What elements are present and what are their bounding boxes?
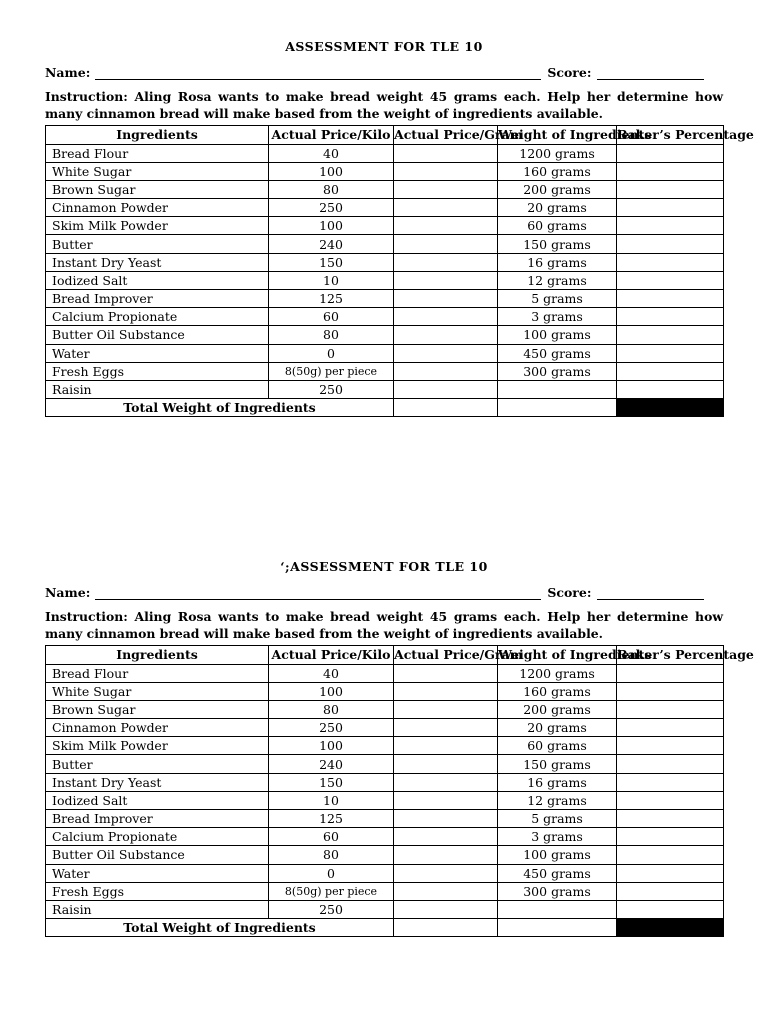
table-row — [46, 199, 724, 217]
table-row — [46, 180, 724, 198]
bakers-percentage-cell[interactable] — [617, 737, 724, 755]
ingredient-weight: 200 grams — [498, 700, 617, 718]
ingredients-table — [45, 645, 754, 937]
table-row — [46, 144, 724, 162]
table-row — [46, 828, 724, 846]
price-per-kilo: 0 — [269, 344, 394, 362]
table-row — [46, 791, 724, 809]
bakers-percentage-cell[interactable] — [617, 846, 724, 864]
price-per-gram-cell[interactable] — [394, 900, 498, 918]
total-weight-cell[interactable] — [498, 919, 617, 937]
table-row — [46, 380, 724, 398]
price-per-kilo: 150 — [269, 253, 394, 271]
price-per-kilo: 250 — [269, 900, 394, 918]
ingredient-name: White Sugar — [46, 682, 269, 700]
ingredient-weight: 450 grams — [498, 344, 617, 362]
price-per-kilo: 250 — [269, 719, 394, 737]
total-weight-label: Total Weight of Ingredients — [46, 919, 394, 937]
ingredient-name: Raisin — [46, 900, 269, 918]
ingredient-name: Brown Sugar — [46, 700, 269, 718]
ingredient-name: Water — [46, 344, 269, 362]
table-header-row — [46, 126, 724, 145]
bakers-percentage-cell[interactable] — [617, 308, 724, 326]
price-per-kilo: 80 — [269, 180, 394, 198]
total-price-gram-cell[interactable] — [394, 399, 498, 417]
price-per-gram-cell[interactable] — [394, 664, 498, 682]
ingredient-weight: 3 grams — [498, 308, 617, 326]
price-per-gram-cell[interactable] — [394, 810, 498, 828]
ingredient-weight: 150 grams — [498, 235, 617, 253]
table-row — [46, 737, 724, 755]
ingredient-name: Bread Improver — [46, 810, 269, 828]
bakers-percentage-cell[interactable] — [617, 344, 724, 362]
ingredient-name: White Sugar — [46, 162, 269, 180]
bakers-percentage-cell[interactable] — [617, 810, 724, 828]
score-field[interactable] — [597, 587, 704, 600]
ingredient-name: Butter — [46, 235, 269, 253]
score-label: Score: — [547, 585, 592, 600]
assessment-title: ASSESSMENT FOR TLE 10 — [285, 39, 483, 54]
ingredient-weight: 200 grams — [498, 180, 617, 198]
ingredient-name: Skim Milk Powder — [46, 217, 269, 235]
table-row — [46, 235, 724, 253]
header-weight: Weight of Ingredients — [498, 647, 652, 662]
price-per-gram-cell[interactable] — [394, 380, 498, 398]
price-per-gram-cell[interactable] — [394, 791, 498, 809]
price-per-gram-cell[interactable] — [394, 882, 498, 900]
ingredient-name: Cinnamon Powder — [46, 719, 269, 737]
price-per-kilo: 10 — [269, 271, 394, 289]
price-per-kilo: 240 — [269, 755, 394, 773]
ingredient-weight: 300 grams — [498, 362, 617, 380]
ingredient-weight: 1200 grams — [498, 664, 617, 682]
score-field[interactable] — [597, 67, 704, 80]
price-per-kilo: 40 — [269, 664, 394, 682]
ingredient-weight: 5 grams — [498, 290, 617, 308]
header-bakers-percentage: Baker’s Percentage — [617, 127, 754, 142]
ingredient-weight: 300 grams — [498, 882, 617, 900]
price-per-kilo: 8(50g) per piece — [269, 362, 394, 380]
ingredient-weight: 1200 grams — [498, 144, 617, 162]
price-per-kilo: 240 — [269, 235, 394, 253]
price-per-kilo: 60 — [269, 308, 394, 326]
bakers-percentage-cell[interactable] — [617, 271, 724, 289]
total-weight-label: Total Weight of Ingredients — [46, 399, 394, 417]
table-row — [46, 308, 724, 326]
price-per-kilo: 0 — [269, 864, 394, 882]
price-per-kilo: 150 — [269, 773, 394, 791]
ingredient-weight — [498, 900, 617, 918]
bakers-percentage-cell[interactable] — [617, 180, 724, 198]
price-per-kilo: 10 — [269, 791, 394, 809]
table-row — [46, 326, 724, 344]
table-row — [46, 682, 724, 700]
price-per-kilo: 100 — [269, 682, 394, 700]
table-row — [46, 162, 724, 180]
ingredient-weight — [498, 380, 617, 398]
assessment-title: ‘;ASSESSMENT FOR TLE 10 — [280, 559, 488, 574]
table-row — [46, 253, 724, 271]
total-percentage-blackout — [617, 919, 724, 937]
ingredient-name: Fresh Eggs — [46, 882, 269, 900]
price-per-gram-cell[interactable] — [394, 719, 498, 737]
ingredient-weight: 16 grams — [498, 253, 617, 271]
header-weight: Weight of Ingredients — [498, 127, 652, 142]
price-per-kilo: 125 — [269, 810, 394, 828]
price-per-kilo: 80 — [269, 700, 394, 718]
ingredient-name: Butter Oil Substance — [46, 846, 269, 864]
name-label: Name: — [45, 585, 91, 600]
price-per-gram-cell[interactable] — [394, 144, 498, 162]
ingredient-name: Instant Dry Yeast — [46, 773, 269, 791]
total-price-gram-cell[interactable] — [394, 919, 498, 937]
header-ingredients: Ingredients — [46, 126, 269, 145]
ingredient-name: Bread Flour — [46, 664, 269, 682]
price-per-gram-cell[interactable] — [394, 290, 498, 308]
price-per-gram-cell[interactable] — [394, 326, 498, 344]
table-row — [46, 846, 724, 864]
price-per-gram-cell[interactable] — [394, 271, 498, 289]
ingredients-table — [45, 125, 754, 417]
ingredient-weight: 20 grams — [498, 199, 617, 217]
price-per-kilo: 60 — [269, 828, 394, 846]
bakers-percentage-cell[interactable] — [617, 253, 724, 271]
table-row — [46, 773, 724, 791]
price-per-kilo: 125 — [269, 290, 394, 308]
instruction-text: Instruction: Aling Rosa wants to make bread weight 45 grams each. Help her determine how many cinnamon bread will make based from the weight of ingredients available. — [45, 609, 723, 641]
table-row — [46, 217, 724, 235]
ingredient-weight: 20 grams — [498, 719, 617, 737]
total-row — [46, 919, 724, 937]
bakers-percentage-cell[interactable] — [617, 380, 724, 398]
bakers-percentage-cell[interactable] — [617, 700, 724, 718]
table-row — [46, 900, 724, 918]
price-per-kilo: 250 — [269, 380, 394, 398]
table-row — [46, 810, 724, 828]
header-ingredients: Ingredients — [46, 646, 269, 665]
ingredient-weight: 450 grams — [498, 864, 617, 882]
ingredient-weight: 12 grams — [498, 791, 617, 809]
ingredient-weight: 12 grams — [498, 271, 617, 289]
bakers-percentage-cell[interactable] — [617, 791, 724, 809]
price-per-gram-cell[interactable] — [394, 864, 498, 882]
name-field[interactable] — [95, 67, 541, 80]
ingredient-name: Instant Dry Yeast — [46, 253, 269, 271]
price-per-kilo: 250 — [269, 199, 394, 217]
table-row — [46, 290, 724, 308]
ingredient-weight: 100 grams — [498, 326, 617, 344]
price-per-gram-cell[interactable] — [394, 773, 498, 791]
ingredient-name: Butter — [46, 755, 269, 773]
bakers-percentage-cell[interactable] — [617, 755, 724, 773]
price-per-gram-cell[interactable] — [394, 682, 498, 700]
price-per-gram-cell[interactable] — [394, 199, 498, 217]
ingredient-weight: 60 grams — [498, 737, 617, 755]
price-per-kilo: 100 — [269, 737, 394, 755]
header-price-gram: Actual Price/Gram — [394, 647, 523, 662]
bakers-percentage-cell[interactable] — [617, 882, 724, 900]
price-per-kilo: 80 — [269, 846, 394, 864]
bakers-percentage-cell[interactable] — [617, 144, 724, 162]
price-per-gram-cell[interactable] — [394, 362, 498, 380]
price-per-gram-cell[interactable] — [394, 308, 498, 326]
name-score-line — [45, 584, 723, 600]
price-per-kilo: 100 — [269, 162, 394, 180]
name-score-line — [45, 64, 723, 80]
ingredient-name: Butter Oil Substance — [46, 326, 269, 344]
ingredient-weight: 100 grams — [498, 846, 617, 864]
bakers-percentage-cell[interactable] — [617, 199, 724, 217]
table-row — [46, 755, 724, 773]
ingredient-weight: 3 grams — [498, 828, 617, 846]
ingredient-weight: 160 grams — [498, 162, 617, 180]
ingredient-weight: 160 grams — [498, 682, 617, 700]
bakers-percentage-cell[interactable] — [617, 362, 724, 380]
ingredient-name: Brown Sugar — [46, 180, 269, 198]
table-row — [46, 344, 724, 362]
table-row — [46, 700, 724, 718]
bakers-percentage-cell[interactable] — [617, 217, 724, 235]
table-row — [46, 664, 724, 682]
bakers-percentage-cell[interactable] — [617, 773, 724, 791]
price-per-gram-cell[interactable] — [394, 253, 498, 271]
price-per-kilo: 100 — [269, 217, 394, 235]
price-per-gram-cell[interactable] — [394, 755, 498, 773]
ingredient-name: Skim Milk Powder — [46, 737, 269, 755]
ingredient-name: Bread Flour — [46, 144, 269, 162]
ingredient-weight: 150 grams — [498, 755, 617, 773]
ingredient-name: Calcium Propionate — [46, 828, 269, 846]
table-row — [46, 271, 724, 289]
price-per-gram-cell[interactable] — [394, 180, 498, 198]
bakers-percentage-cell[interactable] — [617, 162, 724, 180]
bakers-percentage-cell[interactable] — [617, 682, 724, 700]
price-per-gram-cell[interactable] — [394, 217, 498, 235]
header-bakers-percentage: Baker’s Percentage — [617, 647, 754, 662]
header-price-gram: Actual Price/Gram — [394, 127, 523, 142]
table-row — [46, 362, 724, 380]
table-header-row — [46, 646, 724, 665]
price-per-gram-cell[interactable] — [394, 235, 498, 253]
ingredient-name: Raisin — [46, 380, 269, 398]
price-per-gram-cell[interactable] — [394, 162, 498, 180]
ingredient-name: Fresh Eggs — [46, 362, 269, 380]
bakers-percentage-cell[interactable] — [617, 664, 724, 682]
ingredient-name: Iodized Salt — [46, 271, 269, 289]
header-price-kilo: Actual Price/Kilo — [269, 646, 394, 665]
table-row — [46, 882, 724, 900]
price-per-kilo: 8(50g) per piece — [269, 882, 394, 900]
header-price-kilo: Actual Price/Kilo — [269, 126, 394, 145]
price-per-gram-cell[interactable] — [394, 846, 498, 864]
ingredient-name: Water — [46, 864, 269, 882]
ingredient-name: Cinnamon Powder — [46, 199, 269, 217]
total-percentage-blackout — [617, 399, 724, 417]
name-label: Name: — [45, 65, 91, 80]
name-field[interactable] — [95, 587, 541, 600]
assessment-section-2 — [45, 559, 754, 937]
bakers-percentage-cell[interactable] — [617, 719, 724, 737]
ingredient-weight: 16 grams — [498, 773, 617, 791]
ingredient-weight: 60 grams — [498, 217, 617, 235]
bakers-percentage-cell[interactable] — [617, 828, 724, 846]
total-row — [46, 399, 724, 417]
price-per-gram-cell[interactable] — [394, 737, 498, 755]
price-per-kilo: 80 — [269, 326, 394, 344]
bakers-percentage-cell[interactable] — [617, 235, 724, 253]
price-per-gram-cell[interactable] — [394, 344, 498, 362]
ingredient-name: Iodized Salt — [46, 791, 269, 809]
price-per-gram-cell[interactable] — [394, 700, 498, 718]
score-label: Score: — [547, 65, 592, 80]
bakers-percentage-cell[interactable] — [617, 290, 724, 308]
bakers-percentage-cell[interactable] — [617, 326, 724, 344]
ingredient-name: Bread Improver — [46, 290, 269, 308]
ingredient-name: Calcium Propionate — [46, 308, 269, 326]
price-per-kilo: 40 — [269, 144, 394, 162]
bakers-percentage-cell[interactable] — [617, 864, 724, 882]
table-row — [46, 864, 724, 882]
total-weight-cell[interactable] — [498, 399, 617, 417]
table-row — [46, 719, 724, 737]
assessment-section-1 — [45, 39, 754, 417]
instruction-text: Instruction: Aling Rosa wants to make bread weight 45 grams each. Help her determine how many cinnamon bread will make based from the weight of ingredients available. — [45, 89, 723, 121]
ingredient-weight: 5 grams — [498, 810, 617, 828]
price-per-gram-cell[interactable] — [394, 828, 498, 846]
bakers-percentage-cell[interactable] — [617, 900, 724, 918]
